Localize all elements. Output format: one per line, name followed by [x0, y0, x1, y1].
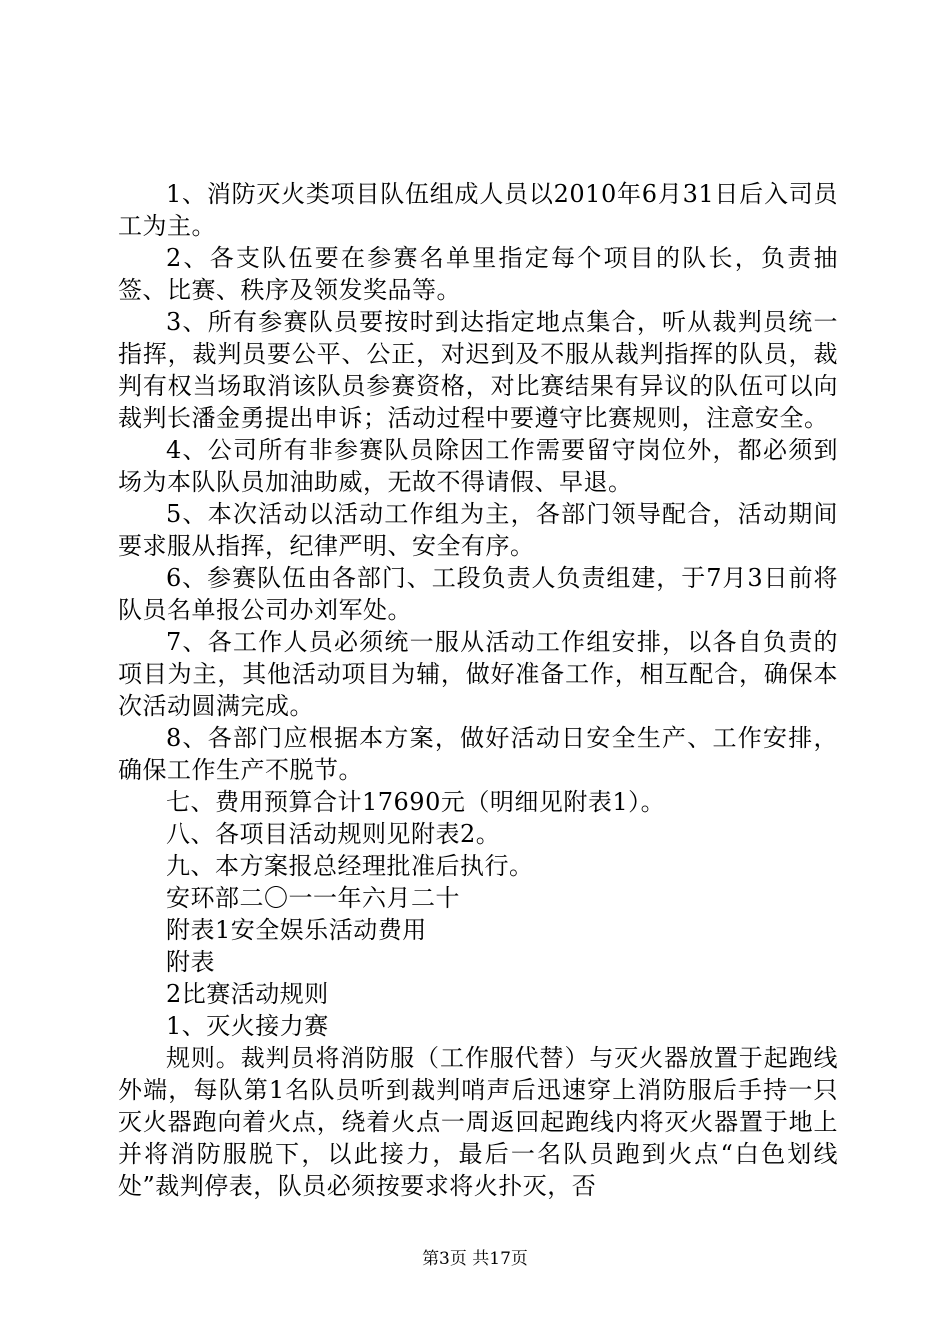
signature-line: 安环部二〇一一年六月二十: [166, 884, 460, 912]
approval-line: 九、本方案报总经理批准后执行。: [166, 852, 534, 880]
page-footer: 第3页 共17页: [422, 1249, 528, 1269]
appendix-label: 附表: [166, 948, 215, 976]
document-body: [118, 178, 838, 1202]
paragraph-3: 3、所有参赛队员要按时到达指定地点集合，听从裁判员统一指挥，裁判员要公平、公正，对迟到及不服从裁判指挥的队员，裁判有权当场取消该队员参赛资格，对比赛结果有异议的队伍可以向裁判长潘金勇提出申诉；活动过程中要遵守比赛规则，注意安全。: [118, 308, 838, 432]
paragraph-7: 7、各工作人员必须统一服从活动工作组安排，以各自负责的项目为主，其他活动项目为辅，做好准备工作，相互配合，确保本次活动圆满完成。: [118, 628, 838, 720]
paragraph-8: 8、各部门应根据本方案，做好活动日安全生产、工作安排，确保工作生产不脱节。: [118, 724, 838, 784]
paragraph-5: 5、本次活动以活动工作组为主，各部门领导配合，活动期间要求服从指挥，纪律严明、安全有序。: [118, 500, 838, 560]
paragraph-6: 6、参赛队伍由各部门、工段负责人负责组建，于7月3日前将队员名单报公司办刘军处。: [118, 564, 838, 624]
paragraph-4: 4、公司所有非参赛队员除因工作需要留守岗位外，都必须到场为本队队员加油助威，无故不得请假、早退。: [118, 436, 838, 496]
appendix-1-title: 附表1安全娱乐活动费用: [166, 916, 427, 944]
appendix-2-title: 2比赛活动规则: [166, 980, 329, 1008]
paragraph-1: 1、消防灭火类项目队伍组成人员以2010年6月31日后入司员工为主。: [118, 180, 838, 240]
rules-line: 八、各项目活动规则见附表2。: [166, 820, 501, 848]
event-1-rules: 规则。裁判员将消防服（工作服代替）与灭火器放置于起跑线外端，每队第1名队员听到裁判哨声后迅速穿上消防服后手持一只灭火器跑向着火点，绕着火点一周返回起跑线内将灭火器置于地上并将消防服脱下，以此接力，最后一名队员跑到火点“白色划线处”裁判停表，队员必须按要求将火扑灭，否: [118, 1044, 838, 1200]
event-1-title: 1、灭火接力赛: [166, 1012, 329, 1040]
budget-line: 七、费用预算合计17690元（明细见附表1）。: [166, 788, 666, 816]
paragraph-2: 2、各支队伍要在参赛名单里指定每个项目的队长，负责抽签、比赛、秩序及领发奖品等。: [118, 244, 838, 304]
